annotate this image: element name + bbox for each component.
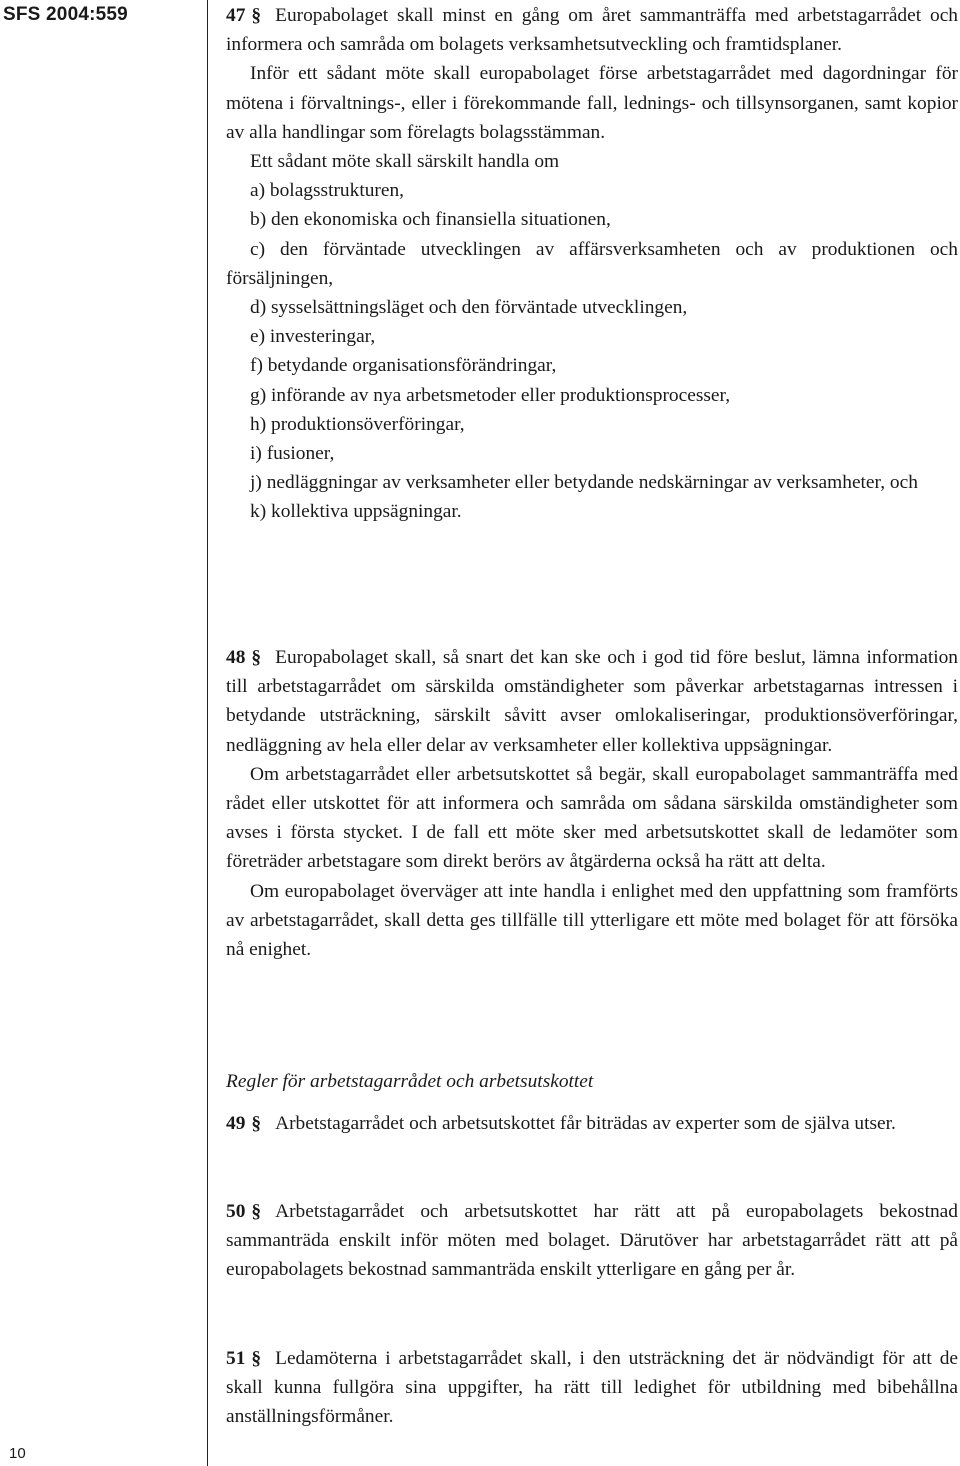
list-item-g: g) införande av nya arbetsmetoder eller produktionsprocesser, — [250, 384, 731, 406]
section-48 — [226, 643, 958, 964]
section-50-paragraph-1 — [226, 1197, 958, 1285]
section-47-paragraph-3: Ett sådant möte skall särskilt handla om — [250, 151, 560, 173]
section-47 — [226, 1, 958, 527]
section-51 — [226, 1344, 958, 1432]
section-sign: § — [251, 1113, 262, 1134]
list-item-b: b) den ekonomiska och finansiella situationen, — [250, 209, 611, 231]
list-item-h: h) produktionsöverföringar, — [250, 413, 465, 435]
section-number: 48 — [226, 647, 246, 668]
section-51-paragraph-1 — [226, 1344, 958, 1432]
list-item-j: j) nedläggningar av verksamheter eller betydande nedskärningar av verksamheter, och — [250, 472, 918, 494]
section-number: 50 — [226, 1201, 246, 1222]
paragraph-text: Arbetstagarrådet och arbetsutskottet får biträdas av experter som de själva utser. — [275, 1113, 896, 1134]
list-item-e: e) investeringar, — [250, 326, 376, 348]
section-sign: § — [251, 1348, 262, 1369]
list-item-c: c) den förväntade utvecklingen av affärsverksamheten och av produktionen och försäljningen, — [226, 238, 958, 289]
sfs-number: SFS 2004:559 — [3, 4, 128, 25]
section-number: 47 — [226, 5, 246, 26]
section-48-paragraph-1 — [226, 643, 958, 760]
list-item-f: f) betydande organisationsförändringar, — [250, 355, 557, 377]
page-number: 10 — [9, 1445, 26, 1462]
list-item-d: d) sysselsättningsläget och den förväntade utvecklingen, — [250, 297, 688, 319]
section-48-paragraph-3: Om europabolaget överväger att inte handla i enlighet med den uppfattning som framförts av arbetstagarrådet, skall detta ges tillfälle till ytterligare ett möte med bolaget för att försöka nå enighet. — [226, 880, 958, 961]
section-number: 51 — [226, 1348, 246, 1369]
section-number: 49 — [226, 1113, 246, 1134]
section-49-paragraph-1 — [226, 1109, 958, 1138]
section-sign: § — [251, 5, 262, 26]
section-sign: § — [251, 647, 262, 668]
list-item-i: i) fusioner, — [250, 443, 335, 465]
subheading-regler: Regler för arbetstagarrådet och arbetsutskottet — [226, 1071, 594, 1092]
paragraph-text: Europabolaget skall, så snart det kan ske och i god tid före beslut, lämna information till arbetstagarrådet om särskilda omständigheter som påverkar arbetstagarnas intressen i betydande utsträckning, särskilt såvitt avser omlokaliseringar, produktionsöverföringar, nedläggning av hela eller delar av verksamheter eller kollektiva uppsägningar. — [226, 647, 958, 756]
section-47-paragraph-2: Inför ett sådant möte skall europabolaget förse arbetstagarrådet med dagordningar för mötena i förvaltnings-, eller i förekommande fall, lednings- och tillsynsorganen, samt kopior av alla handlingar som förelagts bolagsstämman. — [226, 63, 958, 143]
margin-column — [0, 0, 208, 1466]
section-sign: § — [251, 1201, 262, 1222]
section-50 — [226, 1197, 958, 1285]
section-48-paragraph-2: Om arbetstagarrådet eller arbetsutskottet så begär, skall europabolaget sammanträffa med rådet eller utskottet för att informera och samråda om sådana särskilda omständigheter som avses i första stycket. I de fall ett möte sker med arbetsutskottet skall de ledamöter som företräder arbetstagare som direkt berörs av åtgärderna också ha rätt att delta. — [226, 763, 958, 873]
list-item-a: a) bolagsstrukturen, — [250, 180, 405, 202]
section-47-paragraph-1 — [226, 1, 958, 59]
list-item-k: k) kollektiva uppsägningar. — [250, 501, 462, 523]
paragraph-text: Ledamöterna i arbetstagarrådet skall, i den utsträckning det är nödvändigt för att de skall kunna fullgöra sina uppgifter, ha rätt till ledighet för utbildning med bibehållna anställningsförmåner. — [226, 1348, 958, 1428]
paragraph-text: Europabolaget skall minst en gång om året sammanträffa med arbetstagarrådet och informera och samråda om bolagets verksamhetsutveckling och framtidsplaner. — [226, 5, 958, 56]
section-49 — [226, 1109, 958, 1138]
paragraph-text: Arbetstagarrådet och arbetsutskottet har rätt att på europabolagets bekostnad sammanträda enskilt inför möten med bolaget. Därutöver har arbetstagarrådet rätt att på europabolagets bekostnad sammanträda enskilt ytterligare en gång per år. — [226, 1201, 958, 1281]
